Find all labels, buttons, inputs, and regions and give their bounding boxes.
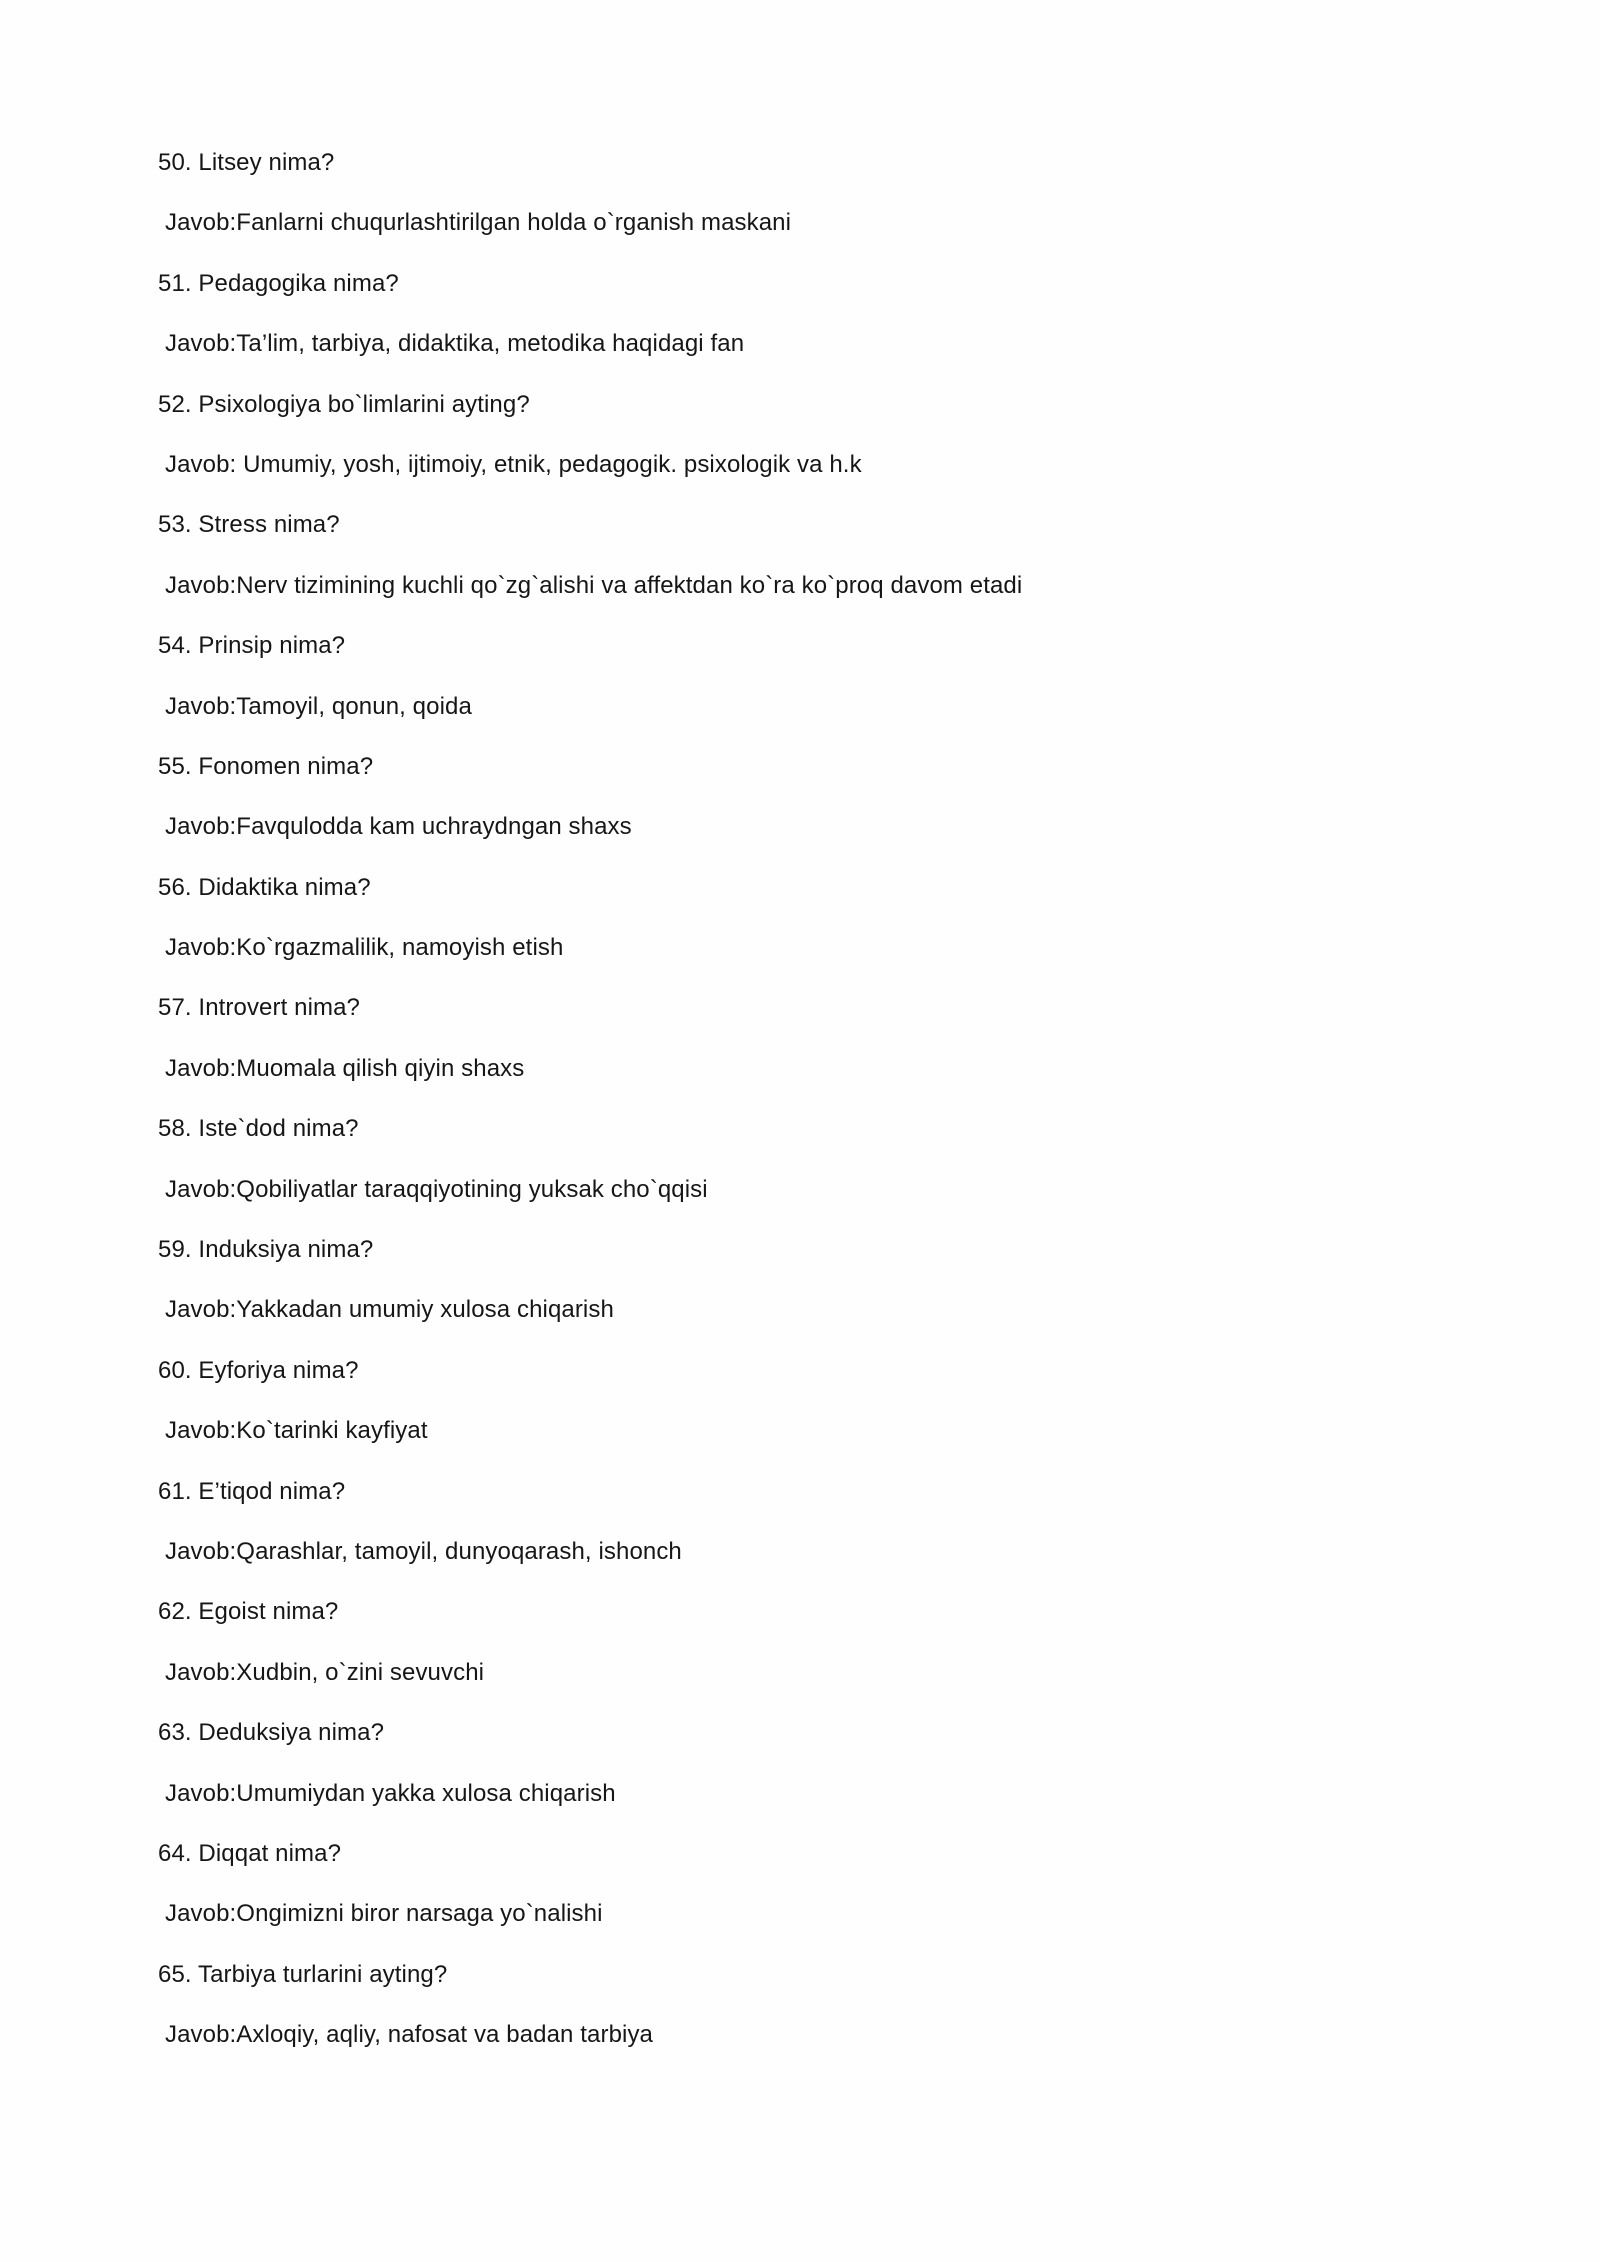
answer-line: Javob:Tamoyil, qonun, qoida bbox=[165, 692, 472, 720]
answer-line: Javob:Qarashlar, tamoyil, dunyoqarash, ishonch bbox=[165, 1537, 682, 1565]
answer-line: Javob:Ko`tarinki kayfiyat bbox=[165, 1417, 428, 1445]
question-line: 59. Induksiya nima? bbox=[158, 1236, 374, 1264]
question-line: 53. Stress nima? bbox=[158, 511, 340, 539]
answer-line: Javob: Umumiy, yosh, ijtimoiy, etnik, pedagogik. psixologik va h.k bbox=[165, 450, 862, 478]
question-line: 64. Diqqat nima? bbox=[158, 1839, 342, 1867]
question-line: 57. Introvert nima? bbox=[158, 994, 360, 1022]
question-line: 50. Litsey nima? bbox=[158, 149, 335, 176]
answer-line: Javob:Umumiydan yakka xulosa chiqarish bbox=[165, 1779, 616, 1807]
question-line: 65. Tarbiya turlarini ayting? bbox=[158, 1960, 448, 1988]
question-line: 58. Iste`dod nima? bbox=[158, 1115, 359, 1143]
answer-line: Javob:Axloqiy, aqliy, nafosat va badan tarbiya bbox=[165, 2021, 653, 2049]
answer-line: Javob:Qobiliyatlar taraqqiyotining yuksak cho`qqisi bbox=[165, 1175, 708, 1203]
question-line: 52. Psixologiya bo`limlarini ayting? bbox=[158, 390, 530, 418]
question-line: 51. Pedagogika nima? bbox=[158, 269, 399, 297]
question-line: 55. Fonomen nima? bbox=[158, 752, 374, 780]
question-line: 62. Egoist nima? bbox=[158, 1598, 339, 1626]
question-line: 56. Didaktika nima? bbox=[158, 873, 371, 901]
question-line: 54. Prinsip nima? bbox=[158, 632, 346, 660]
answer-line: Javob:Favqulodda kam uchraydngan shaxs bbox=[165, 813, 632, 841]
answer-line: Javob:Xudbin, o`zini sevuvchi bbox=[165, 1658, 485, 1686]
answer-line: Javob:Ta’lim, tarbiya, didaktika, metodika haqidagi fan bbox=[165, 330, 745, 358]
answer-line: Javob:Nerv tizimining kuchli qo`zg`alishi va affektdan ko`ra ko`proq davom etadi bbox=[165, 571, 1023, 599]
answer-line: Javob:Fanlarni chuqurlashtirilgan holda o`rganish maskani bbox=[165, 209, 792, 237]
answer-line: Javob:Muomala qilish qiyin shaxs bbox=[165, 1054, 525, 1082]
question-line: 60. Eyforiya nima? bbox=[158, 1356, 359, 1384]
answer-line: Javob:Yakkadan umumiy xulosa chiqarish bbox=[165, 1296, 614, 1324]
answer-line: Javob:Ongimizni biror narsaga yo`nalishi bbox=[165, 1900, 603, 1928]
answer-line: Javob:Ko`rgazmalilik, namoyish etish bbox=[165, 934, 564, 962]
question-line: 63. Deduksiya nima? bbox=[158, 1719, 385, 1747]
question-line: 61. E’tiqod nima? bbox=[158, 1477, 346, 1505]
